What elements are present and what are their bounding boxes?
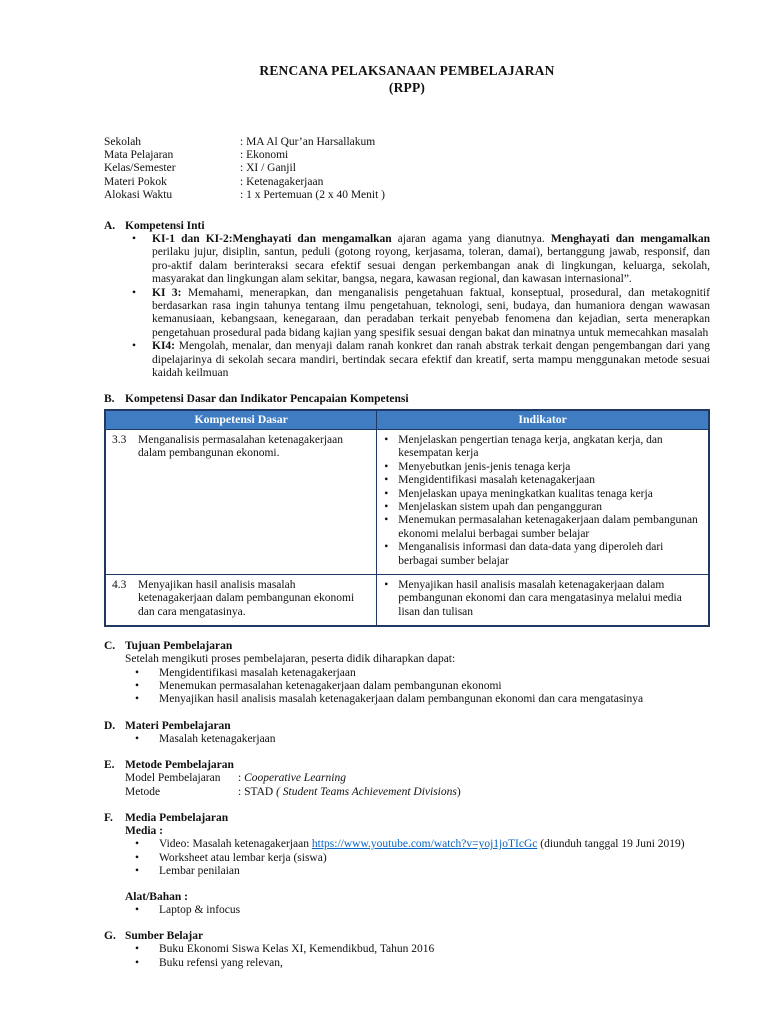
alat-bahan-subheading: Alat/Bahan : [125,890,188,903]
media-item: • Worksheet atau lembar kerja (siswa) [125,852,710,865]
ki1-text2: perilaku jujur, disiplin, santun, peduli (gotong royong, kerjasama, toleran, damai), bertanggung jawab, responsif, dan pro-aktif dalam berinteraksi secara efektif sesuai dengan perkembangan anak di lingkungan, keluarga, sekolah, masyarakat dan lingkungan alam sekitar, bangsa, negara, kawasan regional, dan kawasan internasional”. [152,246,710,286]
kompetensi-table [104,409,710,627]
tujuan-item: • Mengidentifikasi masalah ketenagakerjaan [125,667,710,680]
materi-item: • Masalah ketenagakerjaan [125,733,710,746]
metode-value-italic: ( Student Teams Achievement Divisions [276,785,457,798]
section-sumber-belajar [104,929,710,970]
info-row-mata-pelajaran [104,149,710,162]
model-colon: : [238,772,245,785]
indikator-item: • Menjelaskan sistem upah dan pengangguran [383,501,702,514]
model-value [238,772,710,785]
model-label: Model Pembelajaran [125,772,221,785]
list-item-ki3 [125,287,710,341]
section-g-label: G. [104,930,116,943]
tujuan-item: • Menyajikan hasil analisis masalah ketenagakerjaan dalam pembangunan ekonomi dan cara mengatasinya [125,693,710,706]
section-a-title: Kompetensi Inti [125,220,205,233]
info-label: Alokasi Waktu [104,188,173,201]
ki3-text: Memahami, menerapkan, dan menganalisis pengetahuan faktual, konseptual, prosedural, dan metakognitif berdasarkan rasa ingin tahunya tentang ilmu pengetahuan, teknologi, seni, budaya, dan humaniora dengan wawasan kemanusiaan, kebangsaan, kenegaraan, dan peradaban terkait penyebab fenomena dan kejadian, serta menerapkan pengetahuan prosedural pada bidang kajian yang spesifik sesuai dengan bakat dan minatnya untuk memecahkan masalah [152,286,711,339]
indikator-item: • Menganalisis informasi dan data-data yang diperoleh dari berbagai sumber belajar [383,541,702,568]
kd-text: Menyajikan hasil analisis masalah ketenagakerjaan dalam pembangunan ekonomi dan cara mengatasinya. [138,578,355,618]
model-value-italic: Cooperative Learning [244,772,346,785]
info-row-materi-pokok [104,176,710,189]
indikator-list [383,434,702,568]
kd-number: 4.3 [112,578,127,591]
alat-item: • Laptop & infocus [125,904,710,917]
info-row-alokasi-waktu [104,189,710,202]
media-item: • Lembar penilaian [125,865,710,878]
table-row [105,574,709,626]
kd-number: 3.3 [112,433,127,446]
youtube-link[interactable]: https://www.youtube.com/watch?v=yoj1joTIcGc [311,838,538,851]
info-label: Kelas/Semester [104,162,176,175]
media-item-video [125,838,710,851]
tujuan-list [125,667,710,707]
info-label: Mata Pelajaran [104,149,174,162]
table-header-row [105,410,709,429]
table-header-kompetensi-dasar: Kompetensi Dasar [105,410,377,429]
kd-text: Menganalisis permasalahan ketenagakerjaan dalam pembangunan ekonomi. [138,433,343,460]
info-value: : Ketenagakerjaan [240,175,324,188]
ki1-text: ajaran agama yang dianutnya. [391,233,551,246]
sumber-item: • Buku refensi yang relevan, [125,957,710,970]
info-value: : Ekonomi [240,149,289,162]
indikator-cell-43 [377,574,709,626]
indikator-list [383,579,702,619]
ki4-bold: KI4: [152,340,175,353]
school-info-block [104,136,710,202]
metode-label: Metode [125,785,161,798]
section-media-pembelajaran [104,811,710,917]
materi-list [125,733,710,746]
section-f-label: F. [104,812,113,825]
metode-suffix: ) [456,785,461,798]
list-item-ki1-ki2 [125,233,710,287]
sumber-list [125,943,710,970]
kd-cell-33 [105,429,377,574]
indikator-cell-33 [377,429,709,574]
section-g-title: Sumber Belajar [125,930,204,943]
indikator-item: • Menyebutkan jenis-jenis tenaga kerja [383,461,702,474]
ki3-bold: KI 3: [152,286,182,299]
ki4-text: Mengolah, menalar, dan menyaji dalam ranah konkret dan ranah abstrak terkait dengan pengembangan dari yang dipelajarinya di sekolah secara mandiri, bertindak secara efektif dan kreatif, serta mampu menggunakan metode sesuai kaidah keilmuan [152,340,710,380]
metode-prefix: : STAD [238,785,277,798]
section-kompetensi-inti [104,219,710,380]
kd-cell-43 [105,574,377,626]
indikator-item: • Menjelaskan upaya meningkatkan kualitas tenaga kerja [383,488,702,501]
section-d-title: Materi Pembelajaran [125,719,231,732]
section-d-label: D. [104,719,116,732]
section-e-title: Metode Pembelajaran [125,759,234,772]
section-d-heading [104,719,710,733]
tujuan-intro: Setelah mengikuti proses pembelajaran, peserta didik diharapkan dapat: [125,653,456,666]
info-row-sekolah [104,136,710,149]
ki1-bold: KI-1 dan KI-2:Menghayati dan mengamalkan [152,233,392,246]
section-g-heading [104,929,710,943]
info-row-kelas-semester [104,162,710,175]
metode-value [238,786,710,799]
section-e-label: E. [104,759,115,772]
section-c-label: C. [104,640,116,653]
spacer [125,879,710,891]
section-tujuan-pembelajaran [104,639,710,707]
section-a-label: A. [104,220,116,233]
ki1-bold2: Menghayati dan mengamalkan [550,233,710,246]
section-metode-pembelajaran [104,758,710,799]
info-value: : MA Al Qur’an Harsallakum [240,136,376,148]
video-text-suffix: (diunduh tanggal 19 Juni 2019) [537,838,685,851]
media-list [125,838,710,878]
section-e-heading [104,758,710,772]
indikator-item: • Menyajikan hasil analisis masalah ketenagakerjaan dalam pembangunan ekonomi dan cara mengatasinya melalui media lisan dan tulisan [383,579,702,619]
list-item-ki4 [125,340,710,380]
section-b-label: B. [104,393,115,406]
section-c-body [104,653,710,707]
section-d-body [104,733,710,746]
section-g-body [104,943,710,970]
section-b-heading [104,392,710,406]
tujuan-item: • Menemukan permasalahan ketenagakerjaan dalam pembangunan ekonomi [125,680,710,693]
info-label: Sekolah [104,136,142,148]
indikator-item: • Mengidentifikasi masalah ketenagakerjaan [383,474,702,487]
page-title: RENCANA PELAKSANAAN PEMBELAJARAN [259,63,555,78]
section-materi-pembelajaran [104,719,710,746]
info-label: Materi Pokok [104,175,167,188]
info-value: : 1 x Pertemuan (2 x 40 Menit ) [240,188,386,201]
metode-row [125,786,710,799]
alat-list [125,904,710,917]
table-row [105,429,709,574]
media-subheading: Media : [125,825,164,838]
table-header-indikator: Indikator [377,410,709,429]
page-subtitle: (RPP) [388,80,426,95]
indikator-item: • Menemukan permasalahan ketenagakerjaan dalam pembangunan ekonomi melalui berbagai sumber belajar [383,514,702,541]
ki-list [104,233,710,380]
section-c-heading [104,639,710,653]
section-e-body [104,772,710,799]
info-value: : XI / Ganjil [240,162,296,175]
section-c-title: Tujuan Pembelajaran [125,640,233,653]
indikator-item: • Menjelaskan pengertian tenaga kerja, angkatan kerja, dan kesempatan kerja [383,434,702,461]
section-b-title: Kompetensi Dasar dan Indikator Pencapaian Kompetensi [125,393,409,406]
section-f-heading [104,811,710,825]
model-pembelajaran-row [125,772,710,785]
sumber-item: • Buku Ekonomi Siswa Kelas XI, Kemendikbud, Tahun 2016 [125,943,710,956]
section-f-title: Media Pembelajaran [125,812,229,825]
section-a-heading [104,219,710,233]
section-f-body [104,825,710,917]
section-kompetensi-dasar [104,392,710,627]
title-block [104,62,710,96]
video-text-prefix: Video: Masalah ketenagakerjaan [159,838,312,851]
